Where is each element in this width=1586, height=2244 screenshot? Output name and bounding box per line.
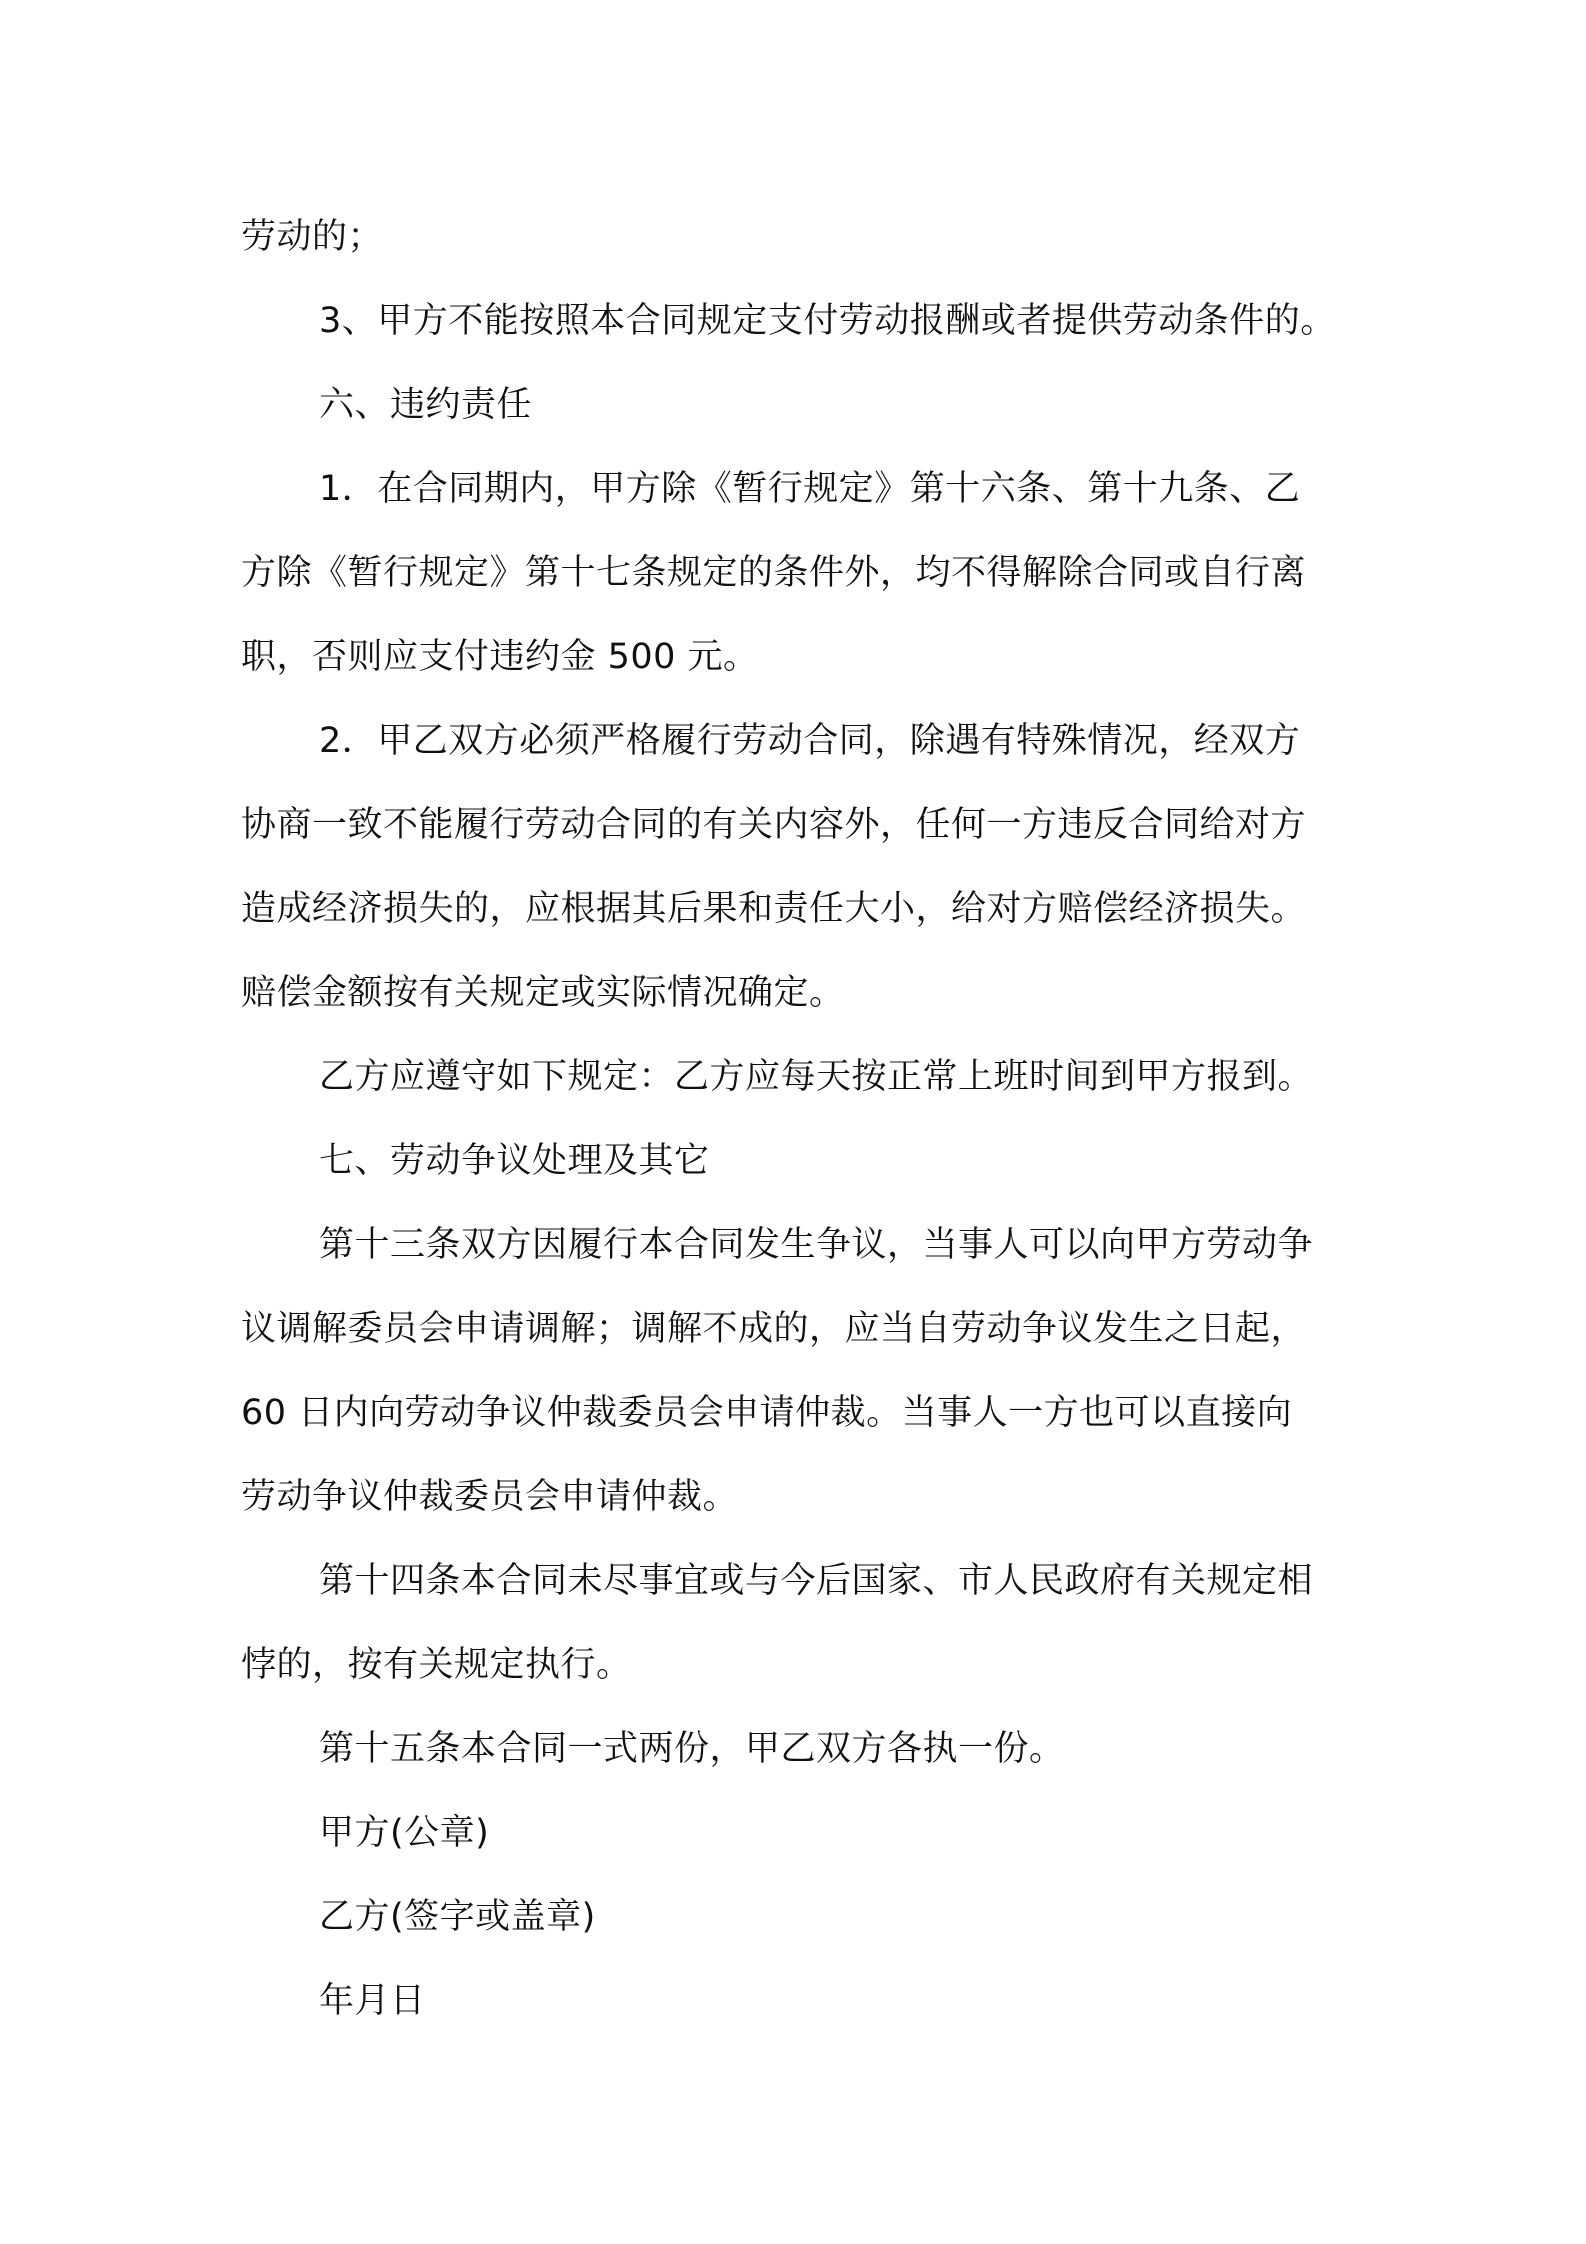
text-line: 第十四条本合同未尽事宜或与今后国家、市人民政府有关规定相 — [319, 1561, 1314, 1601]
text-line: 造成经济损失的，应根据其后果和责任大小，给对方赔偿经济损失。 — [241, 889, 1307, 929]
text-line: 60 日内向劳动争议仲裁委员会申请仲裁。当事人一方也可以直接向 — [241, 1393, 1293, 1433]
text-line: 2．甲乙双方必须严格履行劳动合同，除遇有特殊情况，经双方 — [319, 721, 1301, 761]
document-body — [241, 195, 1359, 2043]
text-line: 议调解委员会申请调解；调解不成的，应当自劳动争议发生之日起， — [241, 1309, 1307, 1349]
signature-date: 年月日 — [319, 1981, 426, 2021]
text-line: 乙方应遵守如下规定：乙方应每天按正常上班时间到甲方报到。 — [319, 1057, 1314, 1097]
signature-party-a: 甲方(公章) — [319, 1813, 490, 1853]
text-line: 方除《暂行规定》第十七条规定的条件外，均不得解除合同或自行离 — [241, 553, 1307, 593]
text-line: 第十三条双方因履行本合同发生争议，当事人可以向甲方劳动争 — [319, 1225, 1314, 1265]
text-line: 3、甲方不能按照本合同规定支付劳动报酬或者提供劳动条件的。 — [319, 301, 1336, 341]
text-line: 赔偿金额按有关规定或实际情况确定。 — [241, 973, 845, 1013]
text-line: 协商一致不能履行劳动合同的有关内容外，任何一方违反合同给对方 — [241, 805, 1307, 845]
signature-party-b: 乙方(签字或盖章) — [319, 1897, 596, 1937]
text-line: 劳动争议仲裁委员会申请仲裁。 — [241, 1477, 739, 1517]
section-heading: 六、违约责任 — [319, 385, 533, 425]
text-line: 1．在合同期内，甲方除《暂行规定》第十六条、第十九条、乙 — [319, 469, 1301, 509]
section-heading: 七、劳动争议处理及其它 — [319, 1141, 710, 1181]
text-line: 劳动的； — [241, 217, 384, 257]
text-line: 悖的，按有关规定执行。 — [241, 1645, 632, 1685]
text-line: 第十五条本合同一式两份，甲乙双方各执一份。 — [319, 1729, 1065, 1769]
text-line: 职，否则应支付违约金 500 元。 — [241, 637, 759, 677]
